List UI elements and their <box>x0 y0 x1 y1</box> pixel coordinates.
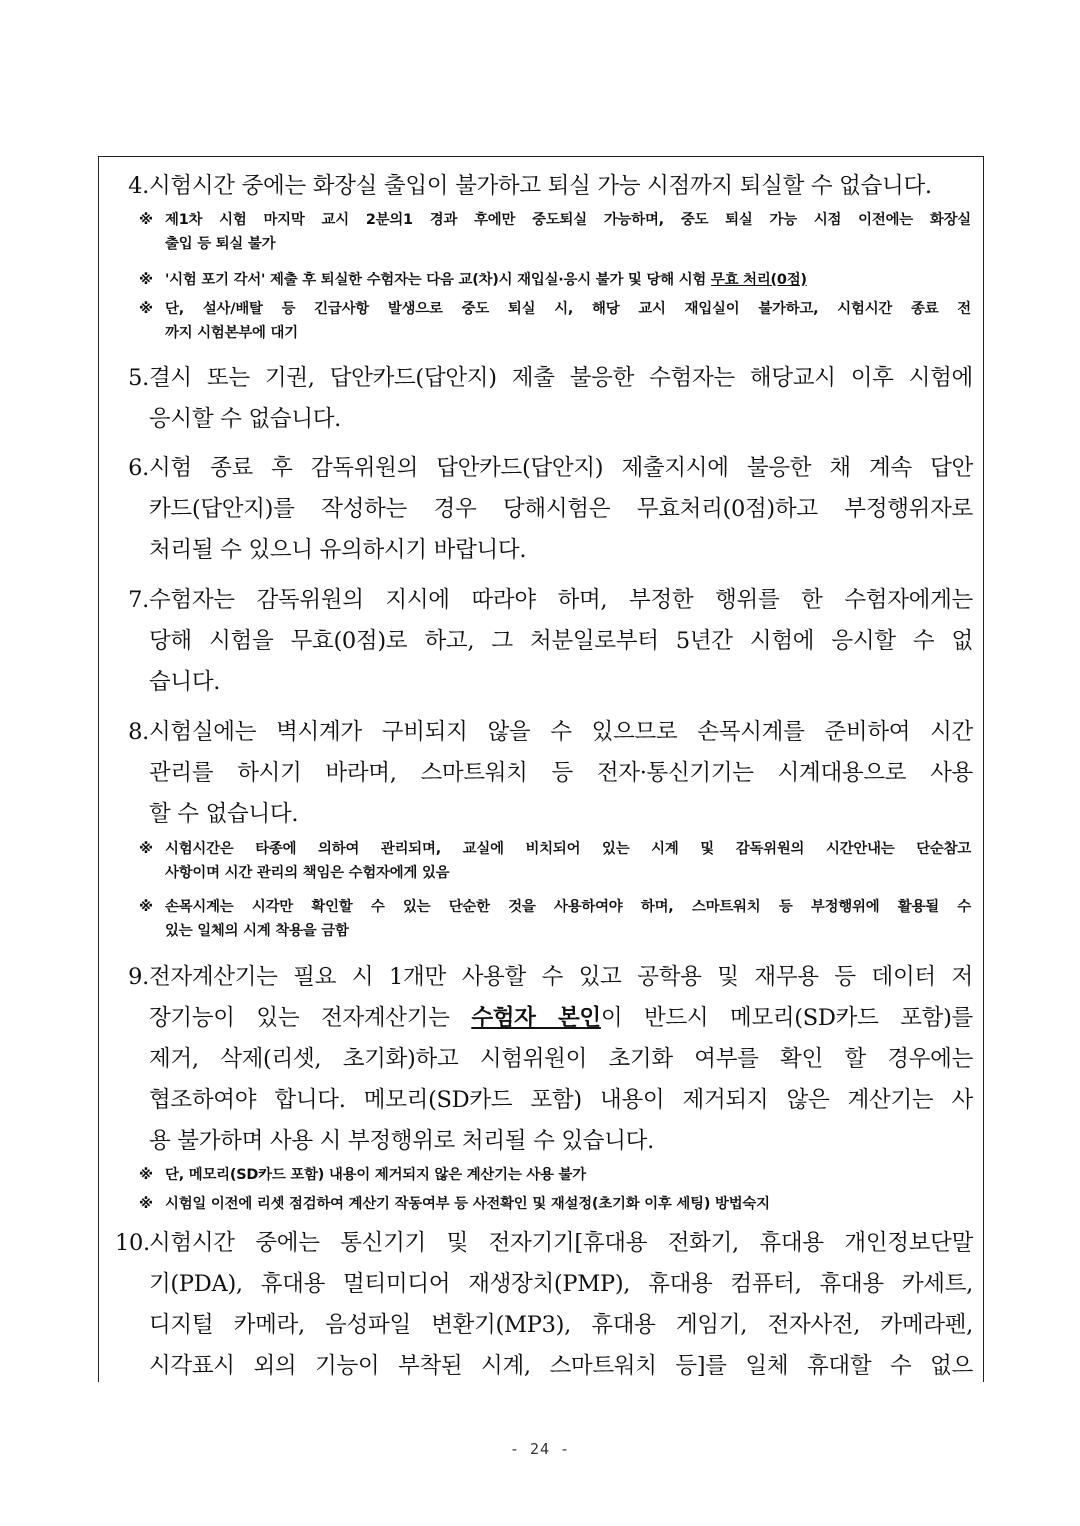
item-line: 결시 또는 기권, 답안카드(답안지) 제출 불응한 수험자는 해당교시 이후 시험에 <box>149 365 973 391</box>
item-line: 처리될 수 있으니 유의하시기 바랍니다. <box>149 537 527 563</box>
item-7 <box>115 580 973 703</box>
item-text: 이 반드시 메모리(SD카드 포함)를 <box>600 1005 973 1031</box>
item-number: 4. <box>128 173 149 199</box>
item-number: 6. <box>128 455 149 481</box>
note-mark: ※ <box>139 841 153 857</box>
note-text: 단, 메모리(SD카드 포함) 내용이 제거되지 않은 계산기는 사용 불가 <box>165 1167 586 1183</box>
item-line: 시각표시 외의 기능이 부착된 시계, 스마트워치 등]를 일체 휴대할 수 없으 <box>149 1353 973 1379</box>
item-9 <box>115 957 973 1162</box>
item-8 <box>115 712 973 835</box>
note-9b <box>139 1192 971 1216</box>
item-line: 협조하여야 합니다. 메모리(SD카드 포함) 내용이 제거되지 않은 계산기는 사 <box>149 1087 973 1113</box>
item-line: 디지털 카메라, 음성파일 변환기(MP3), 휴대용 게임기, 전자사전, 카메라펜, <box>149 1312 973 1338</box>
item-4 <box>115 166 973 207</box>
note-text: 시험일 이전에 리셋 점검하여 계산기 작동여부 등 사전확인 및 재설정(초기화 이후 세팅) 방법숙지 <box>165 1196 770 1212</box>
note-4b <box>139 268 971 292</box>
item-line: 시험실에는 벽시계가 구비되지 않을 수 있으므로 손목시계를 준비하여 시간 <box>149 719 973 745</box>
item-line: 시험시간 중에는 화장실 출입이 불가하고 퇴실 가능 시점까지 퇴실할 수 없습니다. <box>149 173 932 199</box>
item-line: 당해 시험을 무효(0점)로 하고, 그 처분일로부터 5년간 시험에 응시할 수 없 <box>149 628 973 654</box>
note-text: 사항이며 시간 관리의 책임은 수험자에게 있음 <box>165 865 450 881</box>
note-text: 까지 시험본부에 대기 <box>165 325 298 341</box>
note-mark: ※ <box>139 272 153 288</box>
note-mark: ※ <box>139 1196 153 1212</box>
note-underlined-text: 무효 처리(0점) <box>710 272 807 288</box>
note-mark: ※ <box>139 899 153 915</box>
note-text: 시험시간은 타종에 의하여 관리되며, 교실에 비치되어 있는 시계 및 감독위원의 시간안내는 단순참고 <box>165 841 971 857</box>
item-line: 기(PDA), 휴대용 멀티미디어 재생장치(PMP), 휴대용 컴퓨터, 휴대용 카세트, <box>149 1271 973 1297</box>
item-line: 카드(답안지)를 작성하는 경우 당해시험은 무효처리(0점)하고 부정행위자로 <box>149 496 973 522</box>
note-mark: ※ <box>139 1167 153 1183</box>
note-mark: ※ <box>139 212 153 228</box>
note-text: 손목시계는 시각만 확인할 수 있는 단순한 것을 사용하여야 하며, 스마트워치 등 부정행위에 활용될 수 <box>165 899 971 915</box>
note-4c <box>139 297 971 345</box>
item-number: 5. <box>128 365 149 391</box>
item-line: 할 수 없습니다. <box>149 801 299 827</box>
item-line: 용 불가하며 사용 시 부정행위로 처리될 수 있습니다. <box>149 1128 654 1154</box>
item-6 <box>115 448 973 571</box>
item-line: 습니다. <box>149 669 221 695</box>
item-line: 시험 종료 후 감독위원의 답안카드(답안지) 제출지시에 불응한 채 계속 답안 <box>149 455 973 481</box>
page-number: - 24 - <box>509 1440 571 1458</box>
note-8a <box>139 837 971 885</box>
emphasized-text: 수험자 본인 <box>471 1005 601 1031</box>
item-number: 7. <box>128 587 149 613</box>
item-line: 전자계산기는 필요 시 1개만 사용할 수 있고 공학용 및 재무용 등 데이터 저 <box>149 964 973 990</box>
item-line: 시험시간 중에는 통신기기 및 전자기기[휴대용 전화기, 휴대용 개인정보단말 <box>149 1230 974 1256</box>
note-text: 제1차 시험 마지막 교시 2분의1 경과 후에만 중도퇴실 가능하며, 중도 퇴실 가능 시점 이전에는 화장실 <box>165 212 971 228</box>
item-5 <box>115 358 973 440</box>
item-number: 8. <box>128 719 149 745</box>
item-number: 9. <box>128 964 149 990</box>
note-9a <box>139 1163 971 1187</box>
note-text: 출입 등 퇴실 불가 <box>165 236 276 252</box>
item-line: 수험자는 감독위원의 지시에 따라야 하며, 부정한 행위를 한 수험자에게는 <box>149 587 973 613</box>
note-text: 단, 설사/배탈 등 긴급사항 발생으로 중도 퇴실 시, 해당 교시 재입실이 불가하고, 시험시간 종료 전 <box>165 301 971 317</box>
item-number: 10. <box>115 1230 150 1256</box>
note-8b <box>139 895 971 943</box>
note-4a <box>139 208 971 256</box>
note-mark: ※ <box>139 301 153 317</box>
item-line: 관리를 하시기 바라며, 스마트워치 등 전자·통신기기는 시계대용으로 사용 <box>149 760 973 786</box>
item-line <box>115 998 973 1039</box>
note-text: 있는 일체의 시계 착용을 금함 <box>165 923 349 939</box>
item-line: 응시할 수 없습니다. <box>149 406 342 432</box>
notice-frame <box>98 156 984 1382</box>
note-text: '시험 포기 각서' 제출 후 퇴실한 수험자는 다음 교(차)시 재입실·응시 불가 및 당해 시험 <box>165 272 711 288</box>
item-10 <box>115 1223 973 1387</box>
item-line: 제거, 삭제(리셋, 초기화)하고 시험위원이 초기화 여부를 확인 할 경우에는 <box>149 1046 973 1072</box>
item-text: 장기능이 있는 전자계산기는 <box>149 1005 472 1031</box>
